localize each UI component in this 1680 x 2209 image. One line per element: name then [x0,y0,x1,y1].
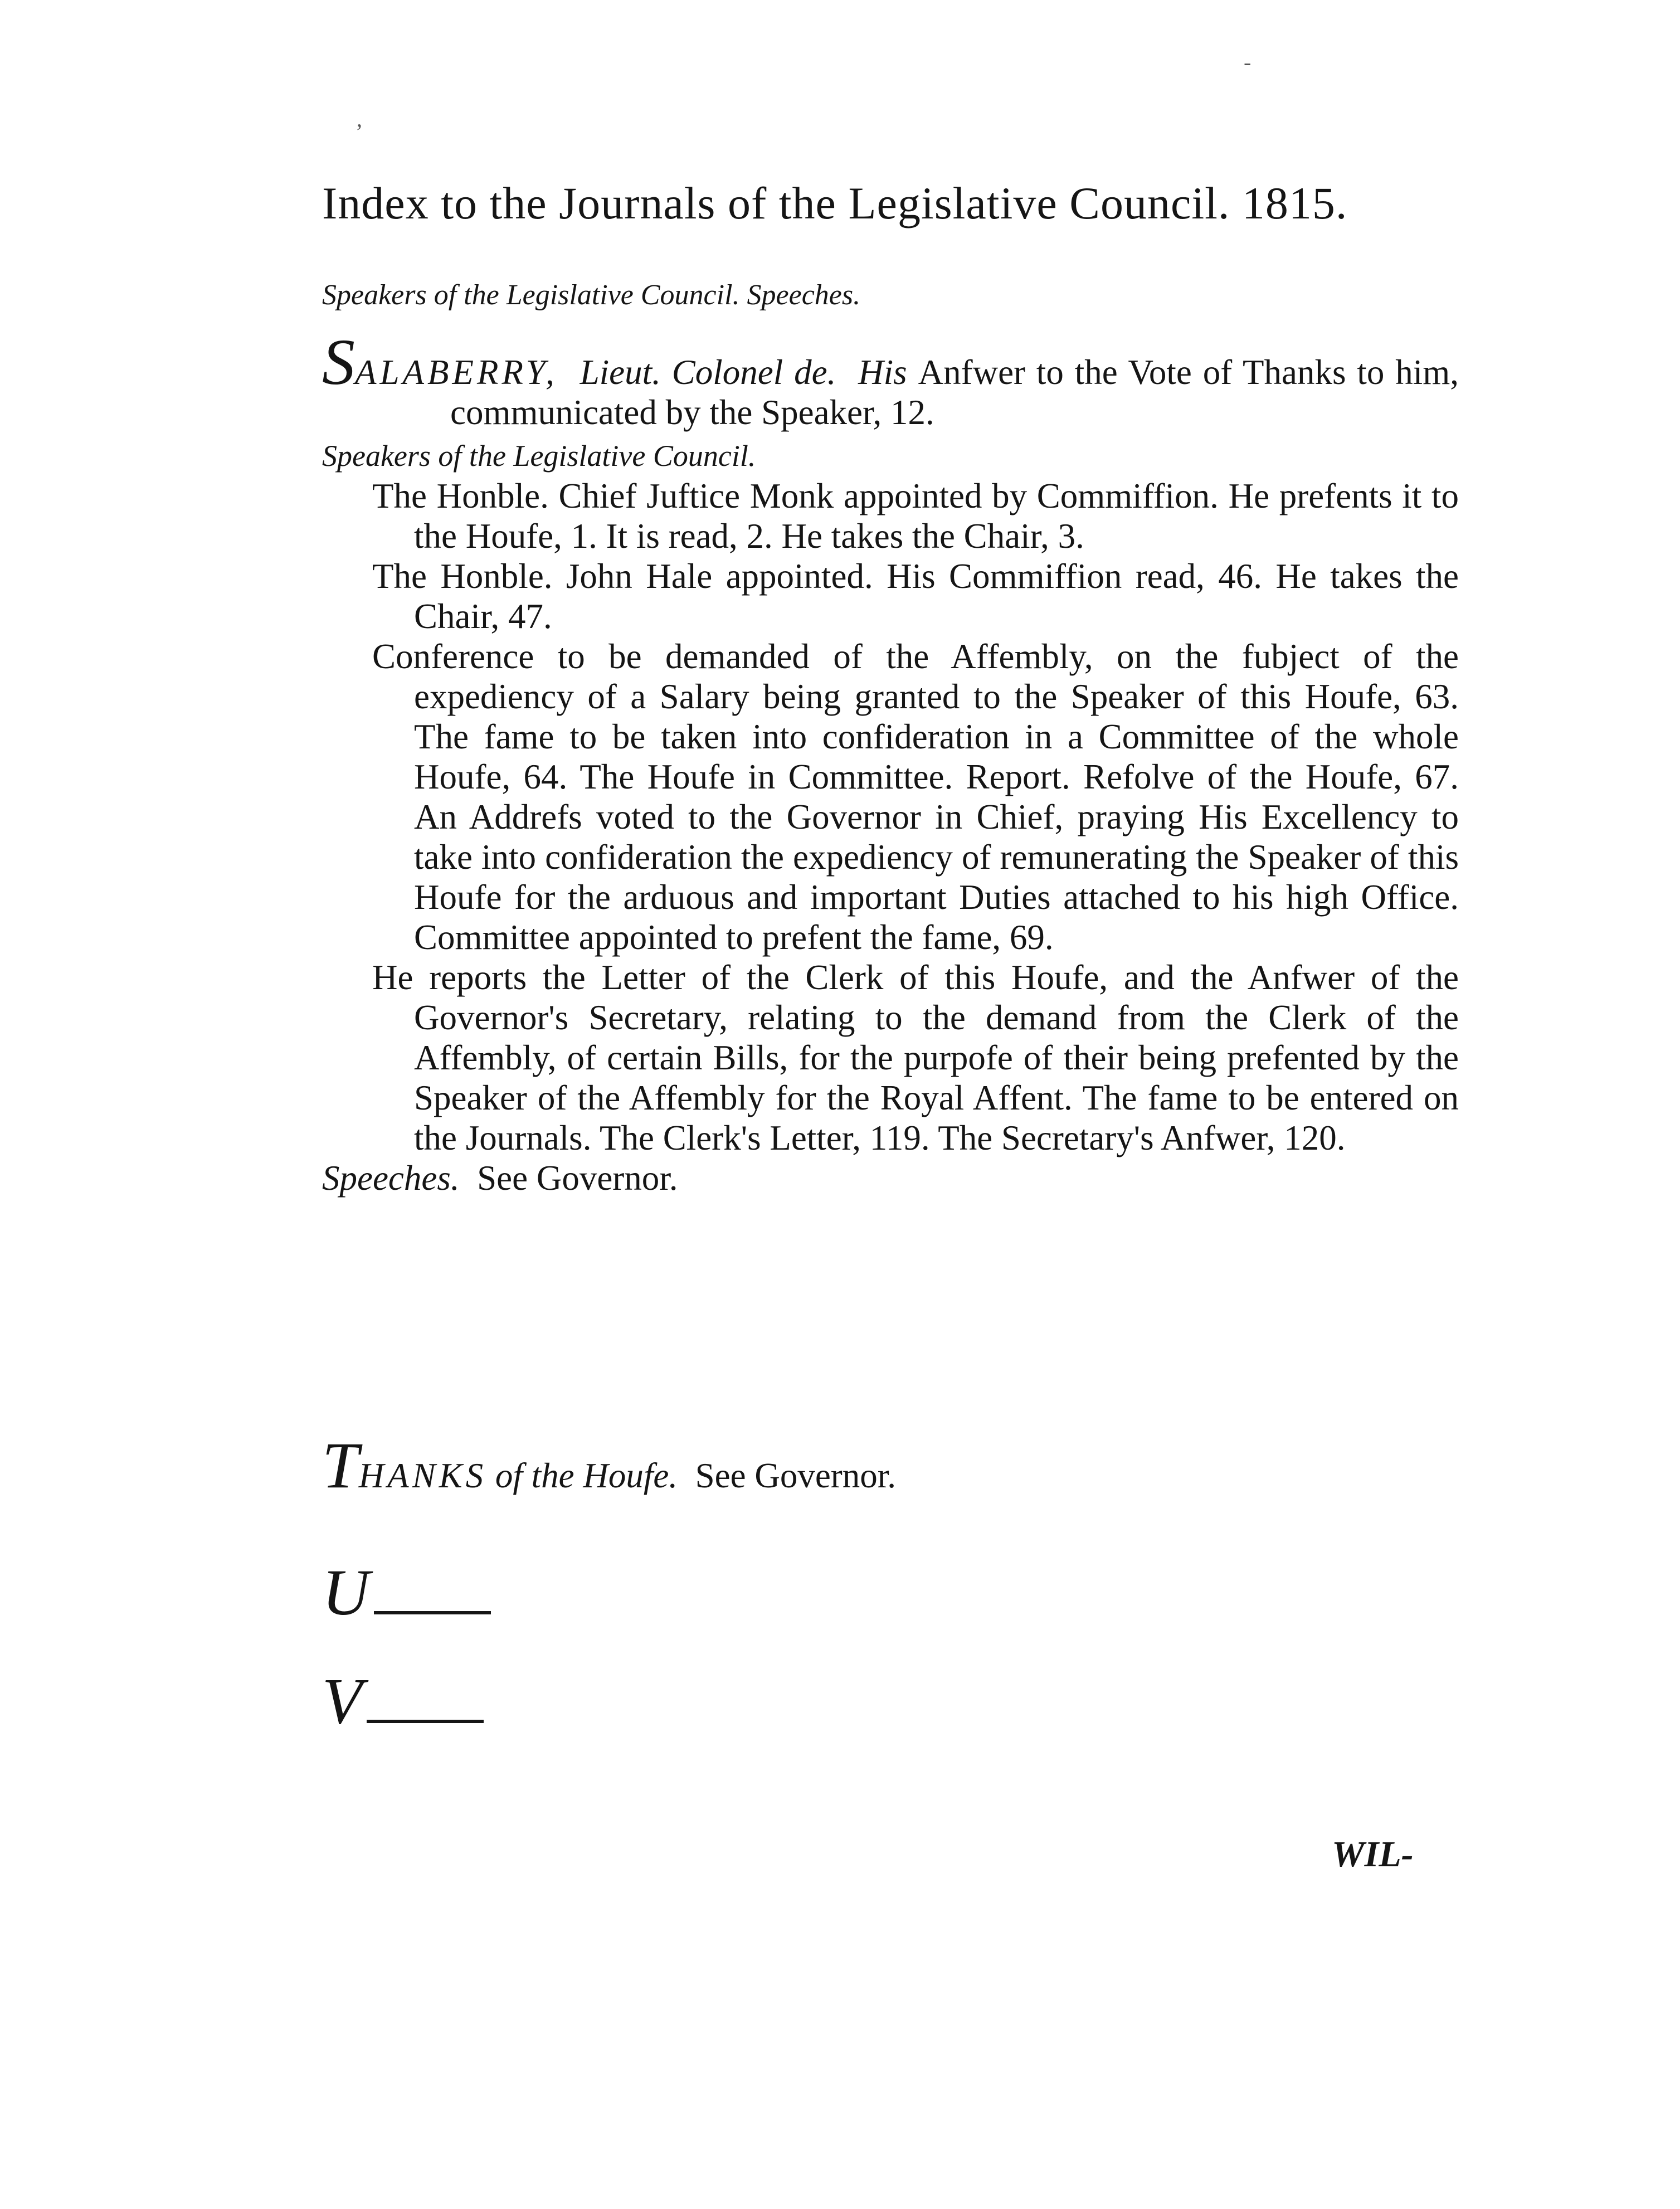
list-item: He reports the Letter of the Clerk of this Houfe, and the Anfwer of the Governor's Secretary, relating to the demand from the Clerk of the Affembly, of certain Bills, for the purpofe of their being prefented by the Speaker of the Affembly for the Royal Affent. The fame to be entered on the Journals. The Clerk's Letter, 119. The Secretary's Anfwer, 120. [372,958,1459,1157]
page-subheading: Speakers of the Legislative Council. Speeches. [322,279,861,311]
speakers-heading: Speakers of the Legislative Council. [322,439,756,473]
section-rule [367,1720,484,1723]
page-title: Index to the Journals of the Legislative Council. 1815. [322,178,1348,228]
stray-mark: - [1244,50,1252,75]
list-item: The Honble. Chief Juftice Monk appointed by Commiffion. He prefents it to the Houfe, 1. It is read, 2. He takes the Chair, 3. [372,476,1459,556]
letter-v: V [322,1665,363,1738]
entry-speeches [322,1158,1459,1198]
entry-text: Anfwer to the Vote of Thanks to him, communicated by the Speaker, 12. [450,353,1459,432]
drop-cap-t: T [322,1429,359,1502]
entry-name: HANKS [358,1456,487,1495]
drop-cap-s: S [322,325,355,398]
entry-name: ALABERRY, [355,353,558,392]
speeches-label: Speeches. [322,1159,460,1198]
speeches-text: See Governor. [477,1159,678,1198]
index-content [322,325,1459,1198]
section-rule [374,1611,491,1614]
letter-u: U [322,1556,370,1629]
section-letter-u [322,1555,491,1631]
list-item: The Honble. John Hale appointed. His Commiffion read, 46. He takes the Chair, 47. [372,557,1459,636]
entry-title: Lieut. Colonel de. [580,353,836,392]
entry-text: See Governor. [695,1456,897,1495]
catchword: WIL- [1332,1834,1414,1875]
entry-thanks [322,1429,897,1502]
stray-mark: , [357,106,362,132]
section-letter-v [322,1663,484,1739]
list-item: Conference to be demanded of the Affembly, on the fubject of the expediency of a Salary being granted to the Speaker of this Houfe, 63. The fame to be taken into confideration in a Committee of the whole Houfe, 64. The Houfe in Committee. Report. Refolve of the Houfe, 67. An Addrefs voted to the Governor in Chief, praying His Excellency to take into confideration the expediency of remunerating the Speaker of this Houfe for the arduous and important Duties attached to his high Office. Committee appointed to prefent the fame, 69. [372,637,1459,957]
entry-of-the: of the Houfe. [495,1456,678,1495]
entry-pronoun: His [858,353,907,392]
entry-salaberry [322,325,1459,432]
